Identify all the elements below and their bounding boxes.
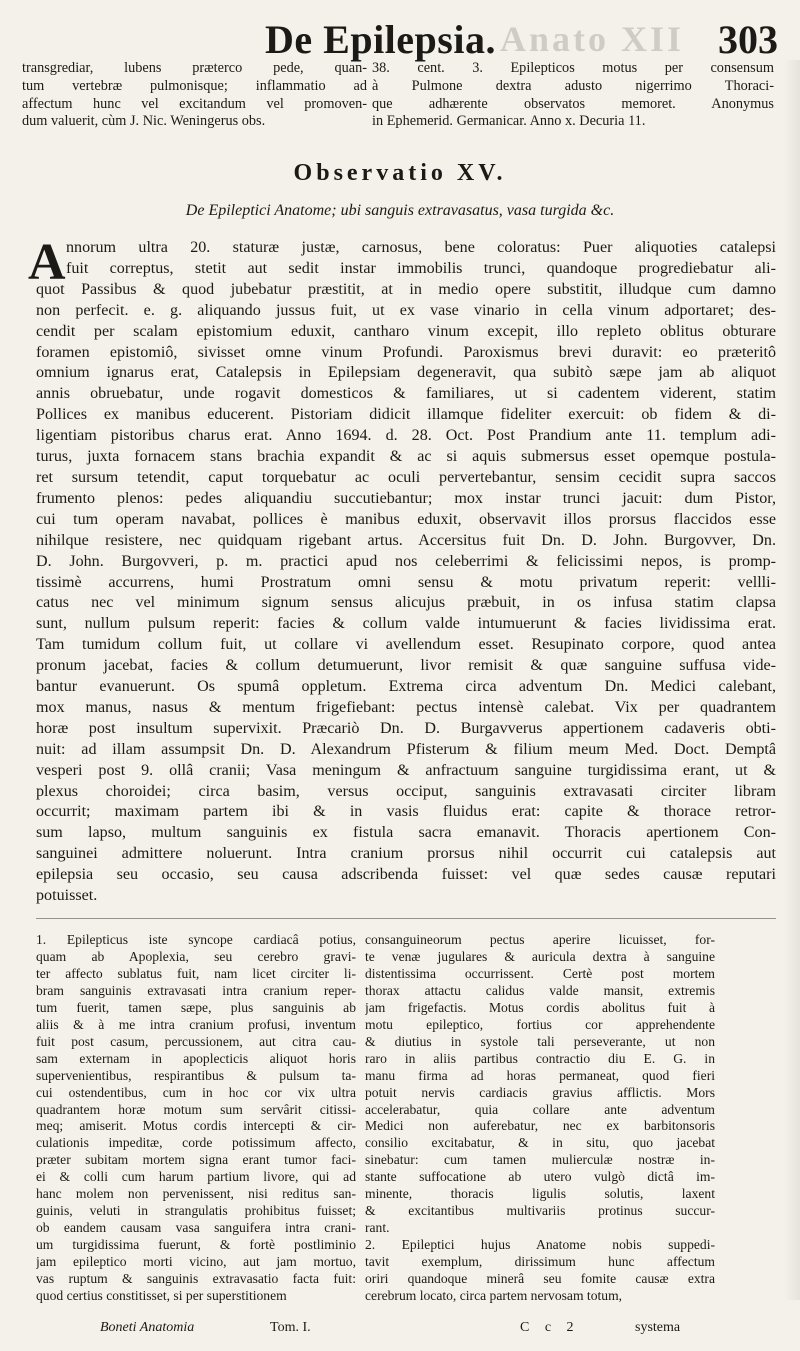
body-line: frumento plenos: pedes aliquandiu succutiebantur; mox instar trunci jacuit: dum Pistor, [36,489,776,507]
note-line: oriri quandoque minerâ seu fomite causæ extra [365,1271,715,1287]
note-line: potuit nervis cardiacis gravius afflictis. Mors [365,1084,715,1100]
note-line: ei & colli cum harum partium livore, qui ad [36,1169,356,1185]
note-line: meq; amiserit. Motus cordis intercepti & cir- [36,1118,356,1134]
text-line: affectum hunc vel excitandum vel promoven- [22,95,367,112]
body-line: ligentiam pistoribus charus erat. Anno 1694. d. 28. Oct. Post Prandium ante 11. templum adi- [36,427,776,445]
body-line: sunt, nullum pulsum reperit: facies & collum valde intumuerunt & facies lividissima erat. [36,615,776,633]
text-line: que adhærente observatos memoret. Anonymus [372,95,774,112]
body-line: omnium ignarus erat, Catalepsis in Epilepsiam degeneravit, qua subitò sæpe jam ab aliquot [36,364,776,382]
drop-capital: A [28,234,66,291]
note-line: jam frigefactis. Motus cordis abolitus fuit à [365,999,715,1015]
footer-catchword: systema [635,1320,681,1335]
note-line: sam externam in apoplecticis aliquot horis [36,1050,356,1066]
body-line: Tam tumidum collum fuit, ut collare vi avellendum esset. Resupinato corpore, quod antea [36,636,776,654]
body-line: cendit per scalam epistomium eduxit, cantharo vinum excepit, illo repleto oblitus obturare [36,322,776,340]
note-line: te venæ jugulares & auricula dextra à sanguine [365,948,715,964]
body-line: bantur evanuerunt. Os spumâ oppletum. Extrema circa adventum Dn. Medici calebant, [36,678,776,696]
page-number: 303 [718,17,778,62]
note-line: præter subitam mortem signa erant tumor faci- [36,1152,356,1168]
footer-book-title: Boneti Anatomia [100,1320,195,1335]
observation-heading: Observatio XV. [293,160,507,186]
note-line: consanguineorum pectus aperire licuisset, for- [365,932,715,947]
note-line: quam ab Apoplexia, seu cerebro gravi- [36,948,356,964]
page-footer [0,1314,800,1344]
body-line: pronum jacebat, facies & collum detumuerunt, livor remisit & quæ sanguine suffusa vide- [36,657,776,675]
text-line: 38. cent. 3. Epilepticos motus per consensum [372,60,774,76]
body-line: quot Passibus & quod jubebatur præstitit, at in medio opere substitit, illudque cum damno [36,280,776,298]
note-line: aliis & à me intra cranium profusi, inventum [36,1016,356,1032]
note-line: & diutius in systole tali perseverante, ut non [365,1033,715,1049]
text-line: tum vertebræ pulmonisque; inflammatio ad [22,77,367,94]
note-line: 1. Epilepticus iste syncope cardiacâ potius, [36,932,356,947]
note-line: guinis, veluti in strangulatis prohibitus fuisset; [36,1203,356,1219]
note-line: cerebrum locato, circa partem nervosam totum, [365,1288,623,1304]
note-line: culationis impeditæ, corde potissimum affecto, [36,1135,356,1151]
show-through-text: Anato XII [500,19,685,59]
text-line: transgrediar, lubens præterco pede, quan- [22,60,367,76]
body-line: ret sursum tetendit, caput torquebatur ac oculi pervertebantur, sensim cecidit supra saccos [36,468,776,486]
observation-body [28,234,776,907]
body-line: sum lapso, multum sanguinis ex fistula sacra emanavit. Thoracis apertionem Con- [36,824,776,842]
body-line: epilepsia seu occasio, seu causa adscribenda fuisset: vel quæ sedes causæ reputari [36,866,776,884]
body-line: nihilque resistere, nec quidquam rigebant artus. Accersitus fuit Dn. D. John. Burgovver, Dn. [36,531,776,549]
note-line: jam epileptico morti vicino, aut jam mortuo, [36,1254,356,1270]
note-line: supervenientibus, respirantibus & pulsum ta- [36,1067,356,1083]
body-line: Pollices ex manibus educerent. Pistoriam didicit illamque fideliter exercuit: ob fidem & di- [36,406,776,424]
note-line: quadrantem horæ motum sum servârit citissi- [36,1101,356,1117]
note-line: tavit exemplum, dirissimum hunc affectum [365,1254,715,1270]
note-line: bram sanguinis extravasati intra cranium reper- [36,982,356,998]
note-line: um turgidissima fuerunt, & fortè postliminio [36,1237,356,1253]
note-line: fuit post casum, percussionem, aut citra cau- [36,1033,356,1049]
body-line: occurrit; maximam partem ibi & in vasis fluidus erat: capite & thorace retror- [36,803,776,821]
body-line: nnorum ultra 20. staturæ justæ, carnosus, bene coloratus: Puer aliquoties catalepsi [66,239,776,256]
body-line: sanguinei admittere noluerunt. Intra cranium prorsus nihil occurrit cui catalepsis aut [36,845,776,863]
page-header [0,6,800,64]
notes-left-column [36,932,356,1305]
note-line: distentissima occurrissent. Certè post mortem [365,965,715,981]
note-line: stante suffocatione ab utero vulgò dictâ im- [365,1169,715,1185]
body-line: annis obruebatur, unde rogavit domesticos & familiares, ut si cadentem viderent, statim [36,385,776,403]
note-line: rant. [365,1220,390,1236]
note-line: quod certius constitisset, si per superstitionem [36,1288,287,1304]
body-line: potuisset. [36,887,98,905]
note-line: manu firma ad horas permaneat, quod fieri [365,1067,715,1083]
top-right-column [372,60,774,131]
text-line: à Pulmone dextra adusto nigerrimo Thoraci- [372,77,774,94]
note-line: & excitantibus multivariis protinus succur- [365,1203,715,1219]
note-line: motu epileptico, fortius cor apprehendente [365,1016,715,1032]
body-line: D. John. Burgovveri, p. m. practici apud nos celeberrimi & felicissimi nepos, is promp- [36,552,776,570]
body-line: plexus choroidei; circa basim, versus occiput, sanguinis extravasati circiter libram [36,782,776,800]
footer-volume: Tom. I. [270,1320,311,1335]
text-line: in Ephemerid. Germanicar. Anno x. Decuria 11. [372,113,646,130]
note-line: tum fuerit, tamen sæpe, plus sanguinis ab [36,999,356,1015]
footer-signature: C c 2 [520,1320,580,1335]
note-line: 2. Epileptici hujus Anatome nobis suppedi- [365,1237,715,1253]
body-line: fuit correptus, stetit aut sedit instar immobilis trunci, quandoque progrediebatur ali- [66,259,776,277]
note-line: Medici non auferebatur, nec ex barbitonsoris [365,1118,715,1134]
note-line: hanc molem non pervenissent, nisi reditus san- [36,1186,356,1202]
note-line: ter affecto sublatus fuit, nam licet circiter li- [36,965,356,981]
body-line: nuit: ad illam assumpsit Dn. D. Alexandrum Pfisterum & filium meum Med. Doct. Demptâ [36,740,776,758]
body-line: horæ post insultum supervixit. Præcariò Dn. D. Burgavverus appertionem cadaveris obti- [36,719,776,737]
note-line: accelerabatur, quia collare ante adventum [365,1101,715,1117]
note-line: sinebatur: cum tamen mulierculæ nostræ in- [365,1152,715,1168]
note-line: vas ruptum & sanguinis extravasatio facta fuit: [36,1271,356,1287]
page-edge-shadow [784,60,800,1300]
notes-right-column [365,932,715,1305]
body-line: non perfecit. e. g. aliquando jussus fuit, ut ex vase vinario in cella vinum adportaret; des- [36,301,776,319]
note-line: ob eandem causam vasa sanguifera intra crani- [36,1220,356,1236]
section-divider [36,918,776,919]
body-line: vesperi post 9. ollâ cranii; Vasa meningum & anfractuum sanguine turgidissima erant, ut & [36,761,776,779]
body-line: mox manus, nasus & mentum frigefiebant: pectus intensè calebat. Vix per quadrantem [36,698,776,716]
body-line: catus nec vel minimum signum sensus alicujus præbuit, in os infusa statim clapsa [36,594,776,612]
top-left-column [22,60,367,131]
note-line: minente, thoracis ligulis solutis, laxent [365,1186,715,1202]
observation-subtitle: De Epileptici Anatome; ubi sanguis extravasatus, vasa turgida &c. [185,202,615,219]
running-title: De Epilepsia. [265,17,496,62]
text-line: dum valuerit, cùm J. Nic. Weningerus obs. [22,113,266,130]
note-line: cui ostendentibus, cum in hoc cor vix ultra [36,1084,356,1100]
note-line: thorax attactu calidus valde mansit, extremis [365,982,715,998]
note-line: raro in aliis partibus contractio diu E. G. in [365,1050,715,1066]
body-line: foramen epistomiô, sivisset omne vinum Profundi. Paroxismus brevi duravit: eo præteritô [36,343,776,361]
body-line: turus, juxta fornacem stans brachia expandit & ac si aquis submersus esset opemque postula- [36,448,776,466]
body-line: tissimè accurrens, humi Prostratum omni sensu & motu privatum reperit: vellli- [36,573,776,591]
body-line: cui tum operam navabat, pollices è manibus eduxit, observavit illos prorsus flaccidos esse [36,510,776,528]
note-line: consilio excitabatur, & in situ, quo jacebat [365,1135,715,1151]
